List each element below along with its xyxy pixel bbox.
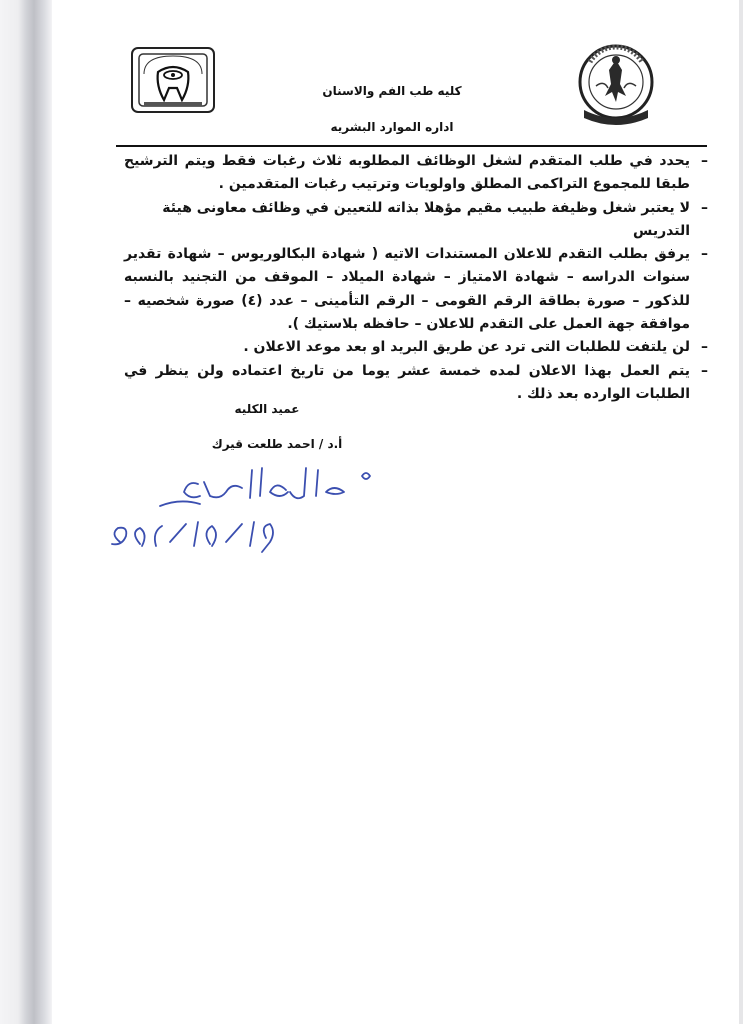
condition-text: يتم العمل بهذا الاعلان لمده خمسة عشر يوما من تاريخ اعتماده ولن ينظر في الطلبات الوارده بعد ذلك . [124,362,690,402]
dean-name: أ.د / احمد طلعت قيرك [211,437,343,451]
header-divider [116,145,707,147]
condition-item [124,360,708,407]
list-dash: – [701,339,708,356]
department-name: اداره الموارد البشريه [330,120,454,134]
handwritten-annotation [100,462,380,572]
list-dash: – [701,199,708,216]
condition-text: لن يلتفت للطلبات التى ترد عن طريق البريد او بعد موعد الاعلان . [243,339,690,356]
list-dash: – [701,362,708,379]
condition-item [124,336,708,359]
list-dash: – [701,246,708,263]
condition-text: يحدد في طلب المتقدم لشغل الوظائف المطلوبه ثلاث رغبات فقط ويتم الترشيح طبقا للمجموع التراكمى المطلق واولويات وترتيب رغبات المتقدمين . [124,153,690,193]
list-dash: – [701,153,708,169]
condition-item [124,150,708,197]
conditions-list [124,150,708,406]
condition-text: لا يعتبر شغل وظيفة طبيب مقيم مؤهلا بذاته للتعيين في وظائف معاونى هيئة التدريس [162,199,690,239]
condition-text: يرفق بطلب التقدم للاعلان المستندات الاتيه ( شهادة البكالوريوس – شهادة تقدير سنوات الدراسه – شهادة الامتياز – شهادة الميلاد – الموقف من التجنيد بالنسبه للذكور – صورة بطاقة الرقم القومى – الرقم التأمينى – عدد (٤) صورة شخصيه – موافقة جهة العمل على التقدم للاعلان – حافظه بلاستيك ). [124,246,690,333]
scan-edge-left [0,0,52,1024]
condition-item [124,243,708,336]
document-page [52,0,743,1024]
university-logo [574,40,658,128]
college-name: كليه طب الفم والاسنان [322,84,462,98]
dean-title: عميد الكليه [234,402,300,416]
condition-item [124,197,708,244]
dental-college-logo [130,44,216,116]
